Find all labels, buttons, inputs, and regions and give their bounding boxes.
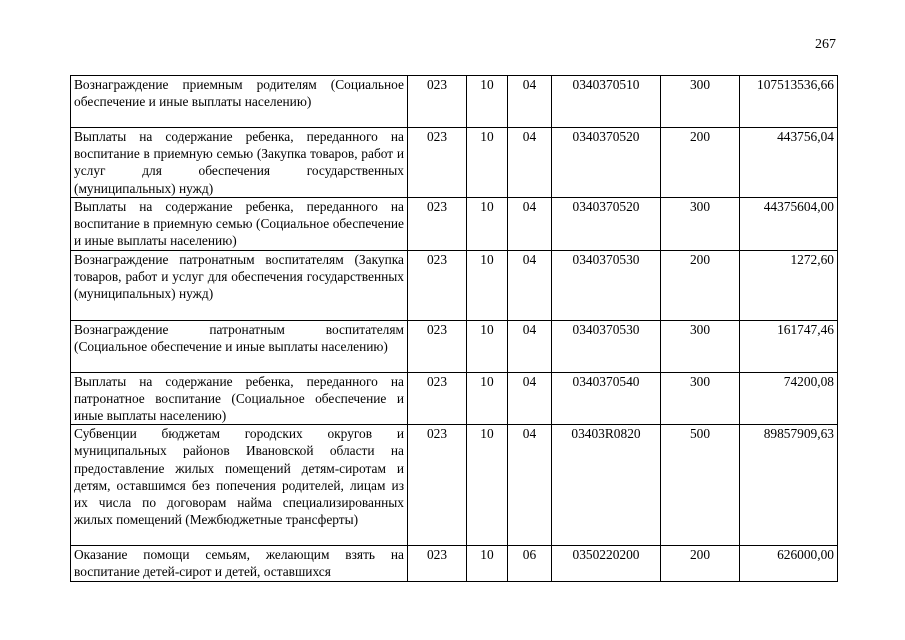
row-subsection-code: 04 (508, 128, 552, 198)
row-subsection-code: 06 (508, 546, 552, 581)
row-expense-type-code: 300 (661, 320, 740, 372)
row-expense-type-code: 200 (661, 128, 740, 198)
row-target-code: 0350220200 (552, 546, 661, 581)
table-row (71, 320, 838, 372)
row-description: Вознаграждение приемным родителям (Социальное обеспечение и иные выплаты населению) (71, 76, 408, 128)
row-target-code: 03403R0820 (552, 425, 661, 546)
row-subsection-code: 04 (508, 372, 552, 425)
row-target-code: 0340370510 (552, 76, 661, 128)
row-section-code: 10 (467, 372, 508, 425)
row-target-code: 0340370540 (552, 372, 661, 425)
table-row (71, 372, 838, 425)
table-row (71, 76, 838, 128)
row-subsection-code: 04 (508, 250, 552, 320)
row-amount: 161747,46 (740, 320, 838, 372)
row-section-code: 10 (467, 320, 508, 372)
table-row (71, 250, 838, 320)
row-description: Вознаграждение патронатным воспитателям (Социальное обеспечение и иные выплаты населению) (71, 320, 408, 372)
row-subsection-code: 04 (508, 198, 552, 251)
row-amount: 44375604,00 (740, 198, 838, 251)
row-expense-type-code: 500 (661, 425, 740, 546)
row-section-code: 10 (467, 128, 508, 198)
table-row (71, 425, 838, 546)
row-grbs-code: 023 (408, 320, 467, 372)
row-expense-type-code: 300 (661, 372, 740, 425)
row-amount: 89857909,63 (740, 425, 838, 546)
row-section-code: 10 (467, 250, 508, 320)
row-grbs-code: 023 (408, 128, 467, 198)
row-section-code: 10 (467, 425, 508, 546)
row-grbs-code: 023 (408, 425, 467, 546)
table-row (71, 198, 838, 251)
page-number: 267 (815, 37, 836, 52)
table-row (71, 128, 838, 198)
row-section-code: 10 (467, 546, 508, 581)
row-description: Оказание помощи семьям, желающим взять на воспитание детей-сирот и детей, оставшихся (71, 546, 408, 581)
row-description: Выплаты на содержание ребенка, переданного на патронатное воспитание (Социальное обеспечение и иные выплаты населению) (71, 372, 408, 425)
row-amount: 74200,08 (740, 372, 838, 425)
row-subsection-code: 04 (508, 425, 552, 546)
row-description: Выплаты на содержание ребенка, переданного на воспитание в приемную семью (Социальное обеспечение и иные выплаты населению) (71, 198, 408, 251)
row-section-code: 10 (467, 198, 508, 251)
row-target-code: 0340370520 (552, 198, 661, 251)
row-grbs-code: 023 (408, 546, 467, 581)
row-expense-type-code: 300 (661, 198, 740, 251)
row-target-code: 0340370530 (552, 250, 661, 320)
row-subsection-code: 04 (508, 320, 552, 372)
row-amount: 626000,00 (740, 546, 838, 581)
row-subsection-code: 04 (508, 76, 552, 128)
row-amount: 107513536,66 (740, 76, 838, 128)
row-description: Субвенции бюджетам городских округов и муниципальных районов Ивановской области на предоставление жилых помещений детям-сиротам и детям, оставшимся без попечения родителей, лицам из их числа по договорам найма специализированных жилых помещений (Межбюджетные трансферты) (71, 425, 408, 546)
row-amount: 443756,04 (740, 128, 838, 198)
row-description: Вознаграждение патронатным воспитателям (Закупка товаров, работ и услуг для обеспечения государственных (муниципальных) нужд) (71, 250, 408, 320)
row-amount: 1272,60 (740, 250, 838, 320)
row-grbs-code: 023 (408, 250, 467, 320)
row-grbs-code: 023 (408, 372, 467, 425)
row-description: Выплаты на содержание ребенка, переданного на воспитание в приемную семью (Закупка товаров, работ и услуг для обеспечения государственных (муниципальных) нужд) (71, 128, 408, 198)
row-expense-type-code: 300 (661, 76, 740, 128)
budget-table (70, 75, 838, 582)
table-row (71, 546, 838, 581)
row-expense-type-code: 200 (661, 250, 740, 320)
row-section-code: 10 (467, 76, 508, 128)
row-target-code: 0340370520 (552, 128, 661, 198)
row-expense-type-code: 200 (661, 546, 740, 581)
row-grbs-code: 023 (408, 76, 467, 128)
row-grbs-code: 023 (408, 198, 467, 251)
row-target-code: 0340370530 (552, 320, 661, 372)
